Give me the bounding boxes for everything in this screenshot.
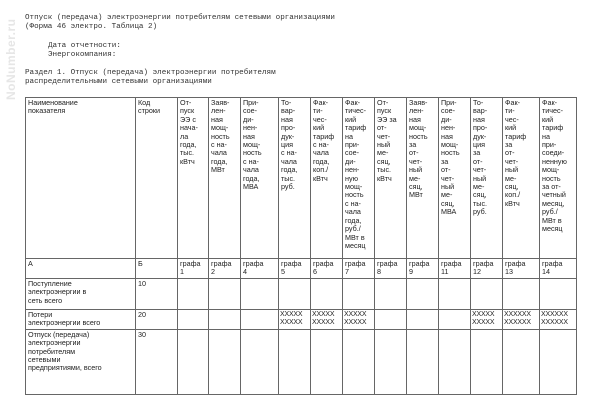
data-cell[interactable]: XXXXX XXXXX xyxy=(279,310,311,330)
column-number: графа 7 xyxy=(343,259,375,279)
column-header: Код строки xyxy=(136,98,178,259)
row-label: Поступление электроэнергии в сеть всего xyxy=(26,279,136,310)
column-number: графа 5 xyxy=(279,259,311,279)
data-cell[interactable] xyxy=(279,329,311,394)
column-header: При- сое- ди- нен- ная мощ- ность с на- чала года, МВА xyxy=(241,98,279,259)
watermark: NoNumber.ru xyxy=(4,18,18,100)
data-cell[interactable] xyxy=(279,279,311,310)
company-label: Энергокомпания: xyxy=(48,51,117,59)
report-date-label: Дата отчетности: xyxy=(48,42,121,50)
column-header: Фак- тичес- кий тариф на при- сое- ди- нен- ную мощ- ность с на- чала года, руб./ МВт в месяц xyxy=(343,98,375,259)
column-number-row xyxy=(26,259,577,279)
column-header: Фак- ти- чес- кий тариф с на- чала года, коп./ кВтч xyxy=(311,98,343,259)
column-number: Б xyxy=(136,259,178,279)
data-cell[interactable] xyxy=(311,279,343,310)
column-number: графа 12 xyxy=(471,259,503,279)
data-cell[interactable] xyxy=(375,329,407,394)
data-cell[interactable] xyxy=(178,310,209,330)
section-title: Раздел 1. Отпуск (передача) электроэнергии потребителям xyxy=(25,69,276,77)
data-cell[interactable]: XXXXX XXXXX xyxy=(471,310,503,330)
table-row xyxy=(26,329,577,394)
column-header: Фак- тичес- кий тариф на при- соеди- ненную мощ- ность за от- четный месяц, руб./ МВт в месяц xyxy=(540,98,577,259)
data-cell[interactable] xyxy=(439,279,471,310)
data-cell[interactable] xyxy=(407,310,439,330)
data-cell[interactable] xyxy=(407,279,439,310)
data-cell[interactable] xyxy=(209,310,241,330)
column-header: То- вар- ная про- дук- ция с на- чала года, тыс. руб. xyxy=(279,98,311,259)
column-number: графа 4 xyxy=(241,259,279,279)
column-number: графа 9 xyxy=(407,259,439,279)
data-cell[interactable] xyxy=(178,329,209,394)
data-cell[interactable] xyxy=(343,329,375,394)
data-cell[interactable] xyxy=(209,329,241,394)
column-header: То- вар- ная про- дук- ция за от- чет- ный ме- сяц, тыс. руб. xyxy=(471,98,503,259)
data-cell[interactable] xyxy=(241,310,279,330)
data-cell[interactable] xyxy=(241,329,279,394)
data-cell[interactable]: XXXXXX XXXXXX xyxy=(503,310,540,330)
data-cell[interactable] xyxy=(375,279,407,310)
document-subtitle: (Форма 46 электро. Таблица 2) xyxy=(25,23,158,31)
data-cell[interactable] xyxy=(439,329,471,394)
row-label: Потери электроэнергии всего xyxy=(26,310,136,330)
document-title: Отпуск (передача) электроэнергии потребителям сетевыми организациями xyxy=(25,14,335,22)
column-header: От- пуск ЭЭ за от- чет- ный ме- сяц, тыс. кВтч xyxy=(375,98,407,259)
data-cell[interactable] xyxy=(503,279,540,310)
data-cell[interactable] xyxy=(241,279,279,310)
header-row xyxy=(26,98,577,259)
data-cell[interactable] xyxy=(540,279,577,310)
column-header: При- сое- ди- нен- ная мощ- ность за от- чет- ный ме- сяц, МВА xyxy=(439,98,471,259)
data-cell[interactable] xyxy=(407,329,439,394)
column-number: графа 14 xyxy=(540,259,577,279)
data-cell[interactable] xyxy=(343,279,375,310)
column-number: графа 6 xyxy=(311,259,343,279)
data-cell[interactable]: XXXXX XXXXX xyxy=(343,310,375,330)
section-title-cont: распределительными сетевыми организациями xyxy=(25,78,212,86)
column-header: Заяв- лен- ная мощ- ность за от- чет- ный ме- сяц, МВт xyxy=(407,98,439,259)
data-cell[interactable] xyxy=(540,329,577,394)
column-number: графа 8 xyxy=(375,259,407,279)
column-header: От- пуск ЭЭ с нача- ла года, тыс. кВтч xyxy=(178,98,209,259)
table-row xyxy=(26,279,577,310)
column-number: графа 13 xyxy=(503,259,540,279)
data-cell[interactable] xyxy=(178,279,209,310)
data-cell[interactable]: XXXXX XXXXX xyxy=(311,310,343,330)
data-cell[interactable] xyxy=(503,329,540,394)
data-cell[interactable] xyxy=(439,310,471,330)
column-header: Заяв- лен- ная мощ- ность с на- чала года, МВт xyxy=(209,98,241,259)
row-label: Отпуск (передача) электроэнергии потребителям сетевыми предприятиями, всего xyxy=(26,329,136,394)
data-cell[interactable] xyxy=(471,329,503,394)
column-header: Наименование показателя xyxy=(26,98,136,259)
row-code: 10 xyxy=(136,279,178,310)
row-code: 20 xyxy=(136,310,178,330)
column-header: Фак- ти- чес- кий тариф за от- чет- ный ме- сяц, коп./ кВтч xyxy=(503,98,540,259)
table-row xyxy=(26,310,577,330)
data-cell[interactable] xyxy=(311,329,343,394)
column-number: графа 1 xyxy=(178,259,209,279)
data-cell[interactable] xyxy=(209,279,241,310)
column-number: графа 2 xyxy=(209,259,241,279)
data-cell[interactable]: XXXXXX XXXXXX xyxy=(540,310,577,330)
column-number: А xyxy=(26,259,136,279)
report-table xyxy=(25,97,577,395)
data-cell[interactable] xyxy=(375,310,407,330)
column-number: графа 11 xyxy=(439,259,471,279)
data-cell[interactable] xyxy=(471,279,503,310)
row-code: 30 xyxy=(136,329,178,394)
